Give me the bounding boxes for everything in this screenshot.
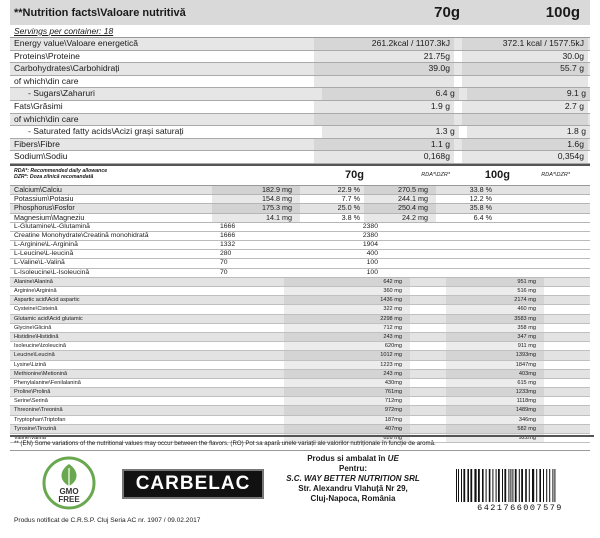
mineral-row — [10, 214, 590, 223]
header-row — [10, 0, 590, 25]
nutrient-label: Fats\Grăsimi — [14, 100, 63, 111]
mineral-amount-100g: 270.5 mg — [364, 186, 436, 194]
amino-acid-row — [10, 324, 590, 333]
gmo-free-badge — [42, 456, 96, 510]
compound-amount-70g: 280 — [220, 250, 232, 258]
amino-acid-row — [10, 361, 590, 370]
mineral-label: Calcium\Calciu — [14, 185, 62, 194]
amino-acid-label: Lysine\Lizină — [14, 361, 47, 368]
spacer — [454, 51, 462, 63]
nutrition-row — [10, 38, 590, 51]
minerals-col-100g: 100g — [484, 168, 510, 181]
amino-acid-100g: 922mg — [446, 434, 544, 442]
spacer — [459, 88, 467, 100]
amino-acid-label: Phenylalanine\Fenilalanină — [14, 379, 81, 386]
spacer — [410, 416, 446, 424]
nutrition-row — [10, 114, 590, 127]
producer-info — [268, 454, 438, 504]
amino-acid-70g: 626 mg — [284, 434, 410, 442]
nutrient-value-100g: 9.1 g — [467, 88, 590, 100]
compound-amount-100g: 400 — [366, 250, 378, 258]
nutrient-value-100g: 1.6g — [462, 139, 588, 151]
gmo-badge-line1: GMO — [59, 487, 79, 496]
amino-acid-label: Glutamic acid\Acid glutamic — [14, 315, 83, 322]
spacer — [410, 425, 446, 433]
spacer — [410, 324, 446, 332]
spacer — [410, 287, 446, 295]
amino-acid-row — [10, 416, 590, 425]
barcode-bar — [525, 469, 527, 502]
compound-row — [10, 269, 590, 278]
barcode-bar — [486, 469, 487, 502]
carbelac-logo: CARBELAC — [122, 469, 264, 499]
barcode-bar — [552, 469, 553, 502]
amino-acid-70g: 430mg — [284, 379, 410, 387]
amino-acid-70g: 407mg — [284, 425, 410, 433]
barcode-bar — [461, 469, 462, 502]
minerals-table — [10, 186, 590, 223]
mineral-amount-70g: 154.8 mg — [212, 195, 300, 203]
minerals-rda-70g: RDA*\DZR* — [421, 171, 450, 178]
amino-acid-100g: 347 mg — [446, 333, 544, 341]
barcode-bar — [496, 469, 497, 502]
compound-amount-100g: 2380 — [362, 231, 378, 239]
amino-acid-100g: 911 mg — [446, 342, 544, 350]
producer-line4: Str. Alexandru Vlahuță Nr 29, — [298, 484, 408, 493]
amino-acid-100g: 1118mg — [446, 397, 544, 405]
flavor-variation-note: ** (EN) Some variations of the nutritional values may occur between the flavors. (RO) Pot sa apară unele variații ale valorilor nutriționale în funcție de aromă. — [10, 435, 594, 449]
compound-label: L-Isoleucine\L-Isoleucină — [14, 268, 90, 276]
nutrient-label: - Sugars\Zaharuri — [28, 88, 95, 99]
spacer — [410, 397, 446, 405]
minerals-col-70g: 70g — [345, 168, 364, 181]
mineral-label: Phosphorus\Fosfor — [14, 204, 75, 213]
barcode-bar — [458, 469, 459, 502]
mineral-row — [10, 204, 590, 213]
barcode — [450, 469, 590, 511]
spacer — [454, 151, 462, 163]
amino-acid-70g: 243 mg — [284, 333, 410, 341]
amino-acid-label: Proline\Prolină — [14, 389, 51, 396]
amino-acid-100g: 582 mg — [446, 425, 544, 433]
spacer — [410, 333, 446, 341]
mineral-rda-100g: 33.8 % — [469, 184, 492, 194]
nutrient-value-100g: 30.0g — [462, 51, 588, 63]
amino-acid-70g: 712mg — [284, 397, 410, 405]
amino-acid-100g: 1233mg — [446, 388, 544, 396]
barcode-bar — [504, 469, 506, 502]
gmo-badge-line2: FREE — [58, 495, 80, 504]
rda-notes — [10, 166, 304, 185]
amino-acid-row — [10, 315, 590, 324]
barcode-bar — [510, 469, 511, 502]
minerals-header — [10, 164, 590, 186]
amino-acid-row — [10, 333, 590, 342]
mineral-label: Magnesium\Magneziu — [14, 213, 85, 222]
barcode-bar — [529, 469, 530, 502]
mineral-label: Potassium\Potasiu — [14, 195, 74, 204]
compound-row — [10, 223, 590, 232]
amino-acid-row — [10, 425, 590, 434]
nutrient-value-70g — [314, 114, 454, 126]
barcode-bar — [543, 469, 544, 502]
producer-line2: Pentru: — [339, 464, 367, 473]
nutrient-value-70g: 6.4 g — [322, 88, 459, 100]
amino-acid-100g: 2174 mg — [446, 296, 544, 304]
barcode-bar — [532, 469, 534, 502]
servings-per-container: Servings per container: 18 — [10, 25, 590, 38]
spacer — [410, 379, 446, 387]
compound-amount-100g: 100 — [366, 268, 378, 276]
barcode-bar — [474, 469, 476, 502]
nutrient-label: - Saturated fatty acids\Acizi grași saturați — [28, 126, 184, 137]
amino-acid-70g: 1012 mg — [284, 351, 410, 359]
amino-acid-100g: 403mg — [446, 370, 544, 378]
nutrient-value-70g: 0,168g — [314, 151, 454, 163]
compound-row — [10, 241, 590, 250]
amino-acid-label: Serine\Serină — [14, 398, 48, 405]
mineral-row — [10, 186, 590, 195]
amino-acid-label: Histidine\Histidină — [14, 333, 59, 340]
rda-note-en: RDA*: Recommended daily allowance — [14, 167, 108, 174]
barcode-bar — [515, 469, 517, 502]
barcode-bar — [498, 469, 500, 502]
barcode-bar — [492, 469, 493, 502]
nutrient-value-100g: 372.1 kcal / 1577.5kJ — [462, 38, 588, 50]
col-100g-header: 100g — [545, 4, 580, 21]
amino-acid-70g: 642 mg — [284, 278, 410, 286]
compound-label: Creatine Monohydrate\Creatină monohidrată — [14, 231, 149, 239]
amino-acid-100g: 3583 mg — [446, 315, 544, 323]
mineral-amount-70g: 175.3 mg — [212, 204, 300, 212]
amino-acid-label: Valine\Valină — [14, 435, 46, 441]
amino-acid-70g: 360 mg — [284, 287, 410, 295]
amino-acid-label: Tyrosine\Tirozină — [14, 425, 57, 432]
amino-acid-row — [10, 342, 590, 351]
amino-acid-label: Arginine\Arginină — [14, 288, 57, 294]
barcode-bar — [467, 469, 469, 502]
barcode-bar — [554, 469, 555, 502]
spacer — [410, 315, 446, 323]
nutrient-label: of which\din care — [14, 75, 79, 86]
mineral-amount-70g: 182.9 mg — [212, 186, 300, 194]
mineral-rda-70g: 7.7 % — [341, 194, 360, 204]
amino-acid-70g: 243 mg — [284, 370, 410, 378]
barcode-bar — [519, 469, 520, 502]
compound-amount-70g: 70 — [220, 259, 228, 267]
compound-amount-70g: 70 — [220, 268, 228, 276]
label-title: **Nutrition facts\Valoare nutritivă — [14, 6, 186, 19]
barcode-bar — [536, 469, 537, 502]
amino-acid-row — [10, 388, 590, 397]
nutrient-label: Proteins\Proteine — [14, 50, 80, 61]
amino-acid-100g: 1393mg — [446, 351, 544, 359]
amino-acid-label: Isoleucine\Izoleucină — [14, 343, 66, 350]
nutrition-row — [10, 126, 590, 139]
barcode-bar — [470, 469, 472, 502]
mineral-amount-100g: 250.4 mg — [364, 204, 436, 212]
nutrient-value-70g: 1.1 g — [314, 139, 454, 151]
spacer — [454, 76, 462, 88]
amino-acid-70g: 322 mg — [284, 305, 410, 313]
amino-acid-row — [10, 370, 590, 379]
nutrient-value-70g: 39.0g — [314, 63, 454, 75]
compound-amount-70g: 1666 — [220, 231, 236, 239]
amino-acid-100g: 1847mg — [446, 361, 544, 369]
notification-text: Produs notificat de C.R.S.P. Cluj Seria AC nr. 1907 / 09.02.2017 — [14, 517, 201, 524]
amino-acid-row — [10, 305, 590, 314]
barcode-bar — [463, 469, 465, 502]
amino-acid-70g: 187mg — [284, 416, 410, 424]
nutrient-value-100g — [462, 114, 588, 126]
nutrient-label: Energy value\Valoare energetică — [14, 38, 139, 48]
mineral-rda-70g: 3.8 % — [341, 212, 360, 222]
nutrient-value-70g: 1.9 g — [314, 101, 454, 113]
mineral-rda-100g: 12.2 % — [469, 194, 492, 204]
producer-line5: Cluj-Napoca, România — [310, 494, 396, 503]
nutrient-label: Fibers\Fibre — [14, 138, 60, 149]
compound-amount-100g: 1904 — [362, 241, 378, 249]
compound-amount-100g: 2380 — [362, 222, 378, 230]
mineral-rda-100g: 35.8 % — [469, 203, 492, 213]
spacer — [454, 38, 462, 50]
amino-acid-100g: 358 mg — [446, 324, 544, 332]
barcode-bar — [546, 469, 547, 502]
barcode-bar — [521, 469, 523, 502]
barcode-bar — [512, 469, 513, 502]
nutrition-row — [10, 139, 590, 152]
amino-acid-label: Cysteine\Cisteină — [14, 306, 58, 313]
spacer — [410, 351, 446, 359]
amino-acid-table — [10, 278, 590, 443]
barcode-bar — [549, 469, 550, 502]
amino-acid-row — [10, 351, 590, 360]
amino-acid-label: Alanine\Alanină — [14, 278, 53, 285]
producer-line1: Produs si ambalat în UE — [307, 454, 399, 463]
spacer — [454, 63, 462, 75]
nutrient-value-70g: 21.75g — [314, 51, 454, 63]
amino-acid-row — [10, 397, 590, 406]
mineral-amount-70g: 14.1 mg — [212, 214, 300, 222]
amino-acid-70g: 972mg — [284, 406, 410, 414]
barcode-bar — [539, 469, 541, 502]
nutrition-row — [10, 151, 590, 164]
mineral-rda-100g: 6.4 % — [473, 212, 492, 222]
amino-acid-label: Methionine\Metionină — [14, 370, 68, 377]
mineral-row — [10, 195, 590, 204]
spacer — [454, 101, 462, 113]
amino-acid-label: Threonine\Treonină — [14, 407, 63, 414]
rda-note-ro: DZR*: Doza zilnică recomandată — [14, 173, 94, 180]
compound-row — [10, 232, 590, 241]
barcode-bar — [489, 469, 491, 502]
compound-row — [10, 259, 590, 268]
nutrition-row — [10, 88, 590, 101]
amino-acid-label: Tryptophan\Triptofan — [14, 416, 66, 423]
nutrient-value-100g: 0,354g — [462, 151, 588, 163]
nutrient-value-70g: 261.2kcal / 1107.3kJ — [314, 38, 454, 50]
nutrition-row — [10, 63, 590, 76]
barcode-bar — [478, 469, 480, 502]
amino-acid-100g: 516 mg — [446, 287, 544, 295]
amino-acid-label: Leucine\Leucină — [14, 352, 55, 359]
spacer — [410, 406, 446, 414]
compound-label: L-Valine\L-Valină — [14, 259, 65, 267]
amino-acid-label: Aspartic acid\Acid aspartic — [14, 297, 80, 304]
compound-amount-70g: 1332 — [220, 241, 236, 249]
amino-acid-70g: 761mg — [284, 388, 410, 396]
amino-acid-row — [10, 296, 590, 305]
mineral-rda-70g: 22.9 % — [337, 184, 360, 194]
compound-label: L-Leucine\L-leucină — [14, 250, 74, 258]
nutrition-row — [10, 51, 590, 64]
amino-acid-70g: 2298 mg — [284, 315, 410, 323]
nutrient-value-70g: 1.3 g — [322, 126, 459, 138]
nutrient-label: of which\din care — [14, 113, 79, 124]
compound-label: L-Arginine\L-Arginină — [14, 241, 78, 249]
amino-acid-100g: 1489mg — [446, 406, 544, 414]
spacer — [454, 114, 462, 126]
barcode-bar — [456, 469, 457, 502]
amino-acid-label: Glycine\Glicină — [14, 324, 52, 331]
amino-acid-100g: 951 mg — [446, 278, 544, 286]
spacer — [410, 278, 446, 286]
col-70g-header: 70g — [434, 4, 460, 21]
amino-acid-70g: 712 mg — [284, 324, 410, 332]
barcode-bar — [508, 469, 509, 502]
nutrient-value-100g — [462, 76, 588, 88]
barcode-number: 6421766007579 — [477, 503, 563, 511]
amino-acid-100g: 460 mg — [446, 305, 544, 313]
amino-acid-70g: 620mg — [284, 342, 410, 350]
mineral-rda-70g: 25.0 % — [337, 203, 360, 213]
barcode-bar — [482, 469, 484, 502]
spacer — [459, 126, 467, 138]
mineral-amount-100g: 24.2 mg — [364, 214, 436, 222]
compounds-table — [10, 223, 590, 278]
nutrient-value-100g: 55.7 g — [462, 63, 588, 75]
amino-acid-100g: 615 mg — [446, 379, 544, 387]
amino-acid-70g: 1436 mg — [284, 296, 410, 304]
spacer — [410, 342, 446, 350]
amino-acid-100g: 346mg — [446, 416, 544, 424]
compound-amount-70g: 1666 — [220, 222, 236, 230]
minerals-rda-100g: RDA*\DZR* — [541, 171, 570, 178]
spacer — [454, 139, 462, 151]
amino-acid-row — [10, 406, 590, 415]
nutrient-label: Sodium\Sodiu — [14, 151, 68, 162]
spacer — [410, 370, 446, 378]
nutrient-label: Carbohydrates\Carbohidrați — [14, 63, 120, 74]
spacer — [410, 361, 446, 369]
amino-acid-row — [10, 287, 590, 296]
nutrient-value-100g: 1.8 g — [467, 126, 590, 138]
spacer — [410, 296, 446, 304]
nutrient-value-70g — [314, 76, 454, 88]
compound-row — [10, 250, 590, 259]
nutrition-row — [10, 101, 590, 114]
nutrition-label — [10, 0, 590, 443]
nutrition-table — [10, 38, 590, 164]
amino-acid-row — [10, 379, 590, 388]
spacer — [410, 305, 446, 313]
nutrition-row — [10, 76, 590, 89]
footer-logos — [10, 450, 590, 513]
compound-label: L-Glutamine\L-Glutamină — [14, 222, 90, 230]
barcode-bar — [502, 469, 503, 502]
spacer — [410, 388, 446, 396]
compound-amount-100g: 100 — [366, 259, 378, 267]
amino-acid-row — [10, 278, 590, 287]
nutrient-value-100g: 2.7 g — [462, 101, 588, 113]
amino-acid-70g: 1223 mg — [284, 361, 410, 369]
mineral-amount-100g: 244.1 mg — [364, 195, 436, 203]
producer-line3: S.C. WAY BETTER NUTRITION SRL — [286, 474, 420, 483]
